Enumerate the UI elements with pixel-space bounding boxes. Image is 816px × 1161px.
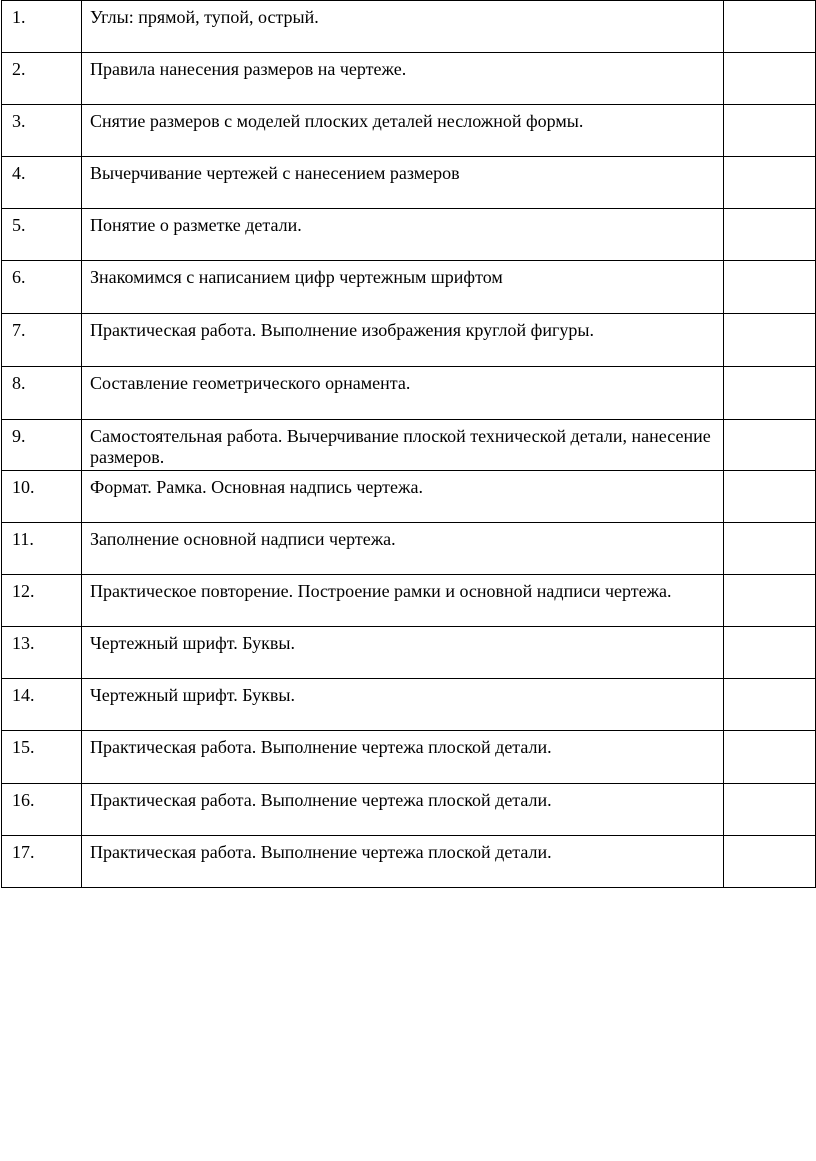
table-row — [2, 836, 816, 888]
lesson-topic: Понятие о разметке детали. — [82, 209, 724, 261]
lesson-number: 5. — [2, 209, 82, 261]
table-row — [2, 209, 816, 261]
table-row — [2, 627, 816, 679]
lesson-extra-cell — [724, 420, 816, 471]
lesson-number: 17. — [2, 836, 82, 888]
lesson-topic: Практическая работа. Выполнение чертежа плоской детали. — [82, 836, 724, 888]
lesson-extra-cell — [724, 471, 816, 523]
lesson-extra-cell — [724, 53, 816, 105]
lesson-number: 8. — [2, 367, 82, 420]
table-row — [2, 367, 816, 420]
lesson-topic: Правила нанесения размеров на чертеже. — [82, 53, 724, 105]
table-row — [2, 157, 816, 209]
lesson-extra-cell — [724, 627, 816, 679]
lesson-topic: Чертежный шрифт. Буквы. — [82, 679, 724, 731]
lesson-extra-cell — [724, 367, 816, 420]
lesson-extra-cell — [724, 209, 816, 261]
lesson-number: 13. — [2, 627, 82, 679]
lesson-extra-cell — [724, 105, 816, 157]
lesson-number: 1. — [2, 1, 82, 53]
lesson-topic: Знакомимся с написанием цифр чертежным шрифтом — [82, 261, 724, 314]
lesson-number: 2. — [2, 53, 82, 105]
lesson-number: 12. — [2, 575, 82, 627]
table-row — [2, 523, 816, 575]
lesson-topic: Заполнение основной надписи чертежа. — [82, 523, 724, 575]
lesson-extra-cell — [724, 314, 816, 367]
lesson-number: 7. — [2, 314, 82, 367]
table-row — [2, 314, 816, 367]
table-row — [2, 1, 816, 53]
lesson-extra-cell — [724, 731, 816, 784]
lesson-topic: Вычерчивание чертежей с нанесением размеров — [82, 157, 724, 209]
lesson-extra-cell — [724, 1, 816, 53]
lesson-number: 10. — [2, 471, 82, 523]
lesson-extra-cell — [724, 679, 816, 731]
lesson-extra-cell — [724, 157, 816, 209]
table-row — [2, 575, 816, 627]
lesson-topic: Углы: прямой, тупой, острый. — [82, 1, 724, 53]
lesson-plan-table — [1, 0, 816, 888]
table-row — [2, 784, 816, 836]
lesson-topic: Составление геометрического орнамента. — [82, 367, 724, 420]
lesson-number: 6. — [2, 261, 82, 314]
table-row — [2, 731, 816, 784]
table-row — [2, 420, 816, 471]
table-row — [2, 679, 816, 731]
table-row — [2, 53, 816, 105]
lesson-topic: Практическое повторение. Построение рамки и основной надписи чертежа. — [82, 575, 724, 627]
lesson-number: 11. — [2, 523, 82, 575]
lesson-number: 3. — [2, 105, 82, 157]
table-row — [2, 261, 816, 314]
lesson-number: 9. — [2, 420, 82, 471]
lesson-topic: Практическая работа. Выполнение чертежа плоской детали. — [82, 784, 724, 836]
lesson-topic: Формат. Рамка. Основная надпись чертежа. — [82, 471, 724, 523]
lesson-number: 16. — [2, 784, 82, 836]
table-row — [2, 471, 816, 523]
lesson-extra-cell — [724, 575, 816, 627]
lesson-extra-cell — [724, 784, 816, 836]
lesson-number: 14. — [2, 679, 82, 731]
lesson-topic: Самостоятельная работа. Вычерчивание плоской технической детали, нанесение размеров. — [82, 420, 724, 471]
lesson-topic: Снятие размеров с моделей плоских деталей несложной формы. — [82, 105, 724, 157]
lesson-topic: Практическая работа. Выполнение чертежа плоской детали. — [82, 731, 724, 784]
lesson-topic: Практическая работа. Выполнение изображения круглой фигуры. — [82, 314, 724, 367]
lesson-number: 15. — [2, 731, 82, 784]
lesson-extra-cell — [724, 261, 816, 314]
lesson-extra-cell — [724, 836, 816, 888]
lesson-number: 4. — [2, 157, 82, 209]
lesson-extra-cell — [724, 523, 816, 575]
lesson-topic: Чертежный шрифт. Буквы. — [82, 627, 724, 679]
table-row — [2, 105, 816, 157]
